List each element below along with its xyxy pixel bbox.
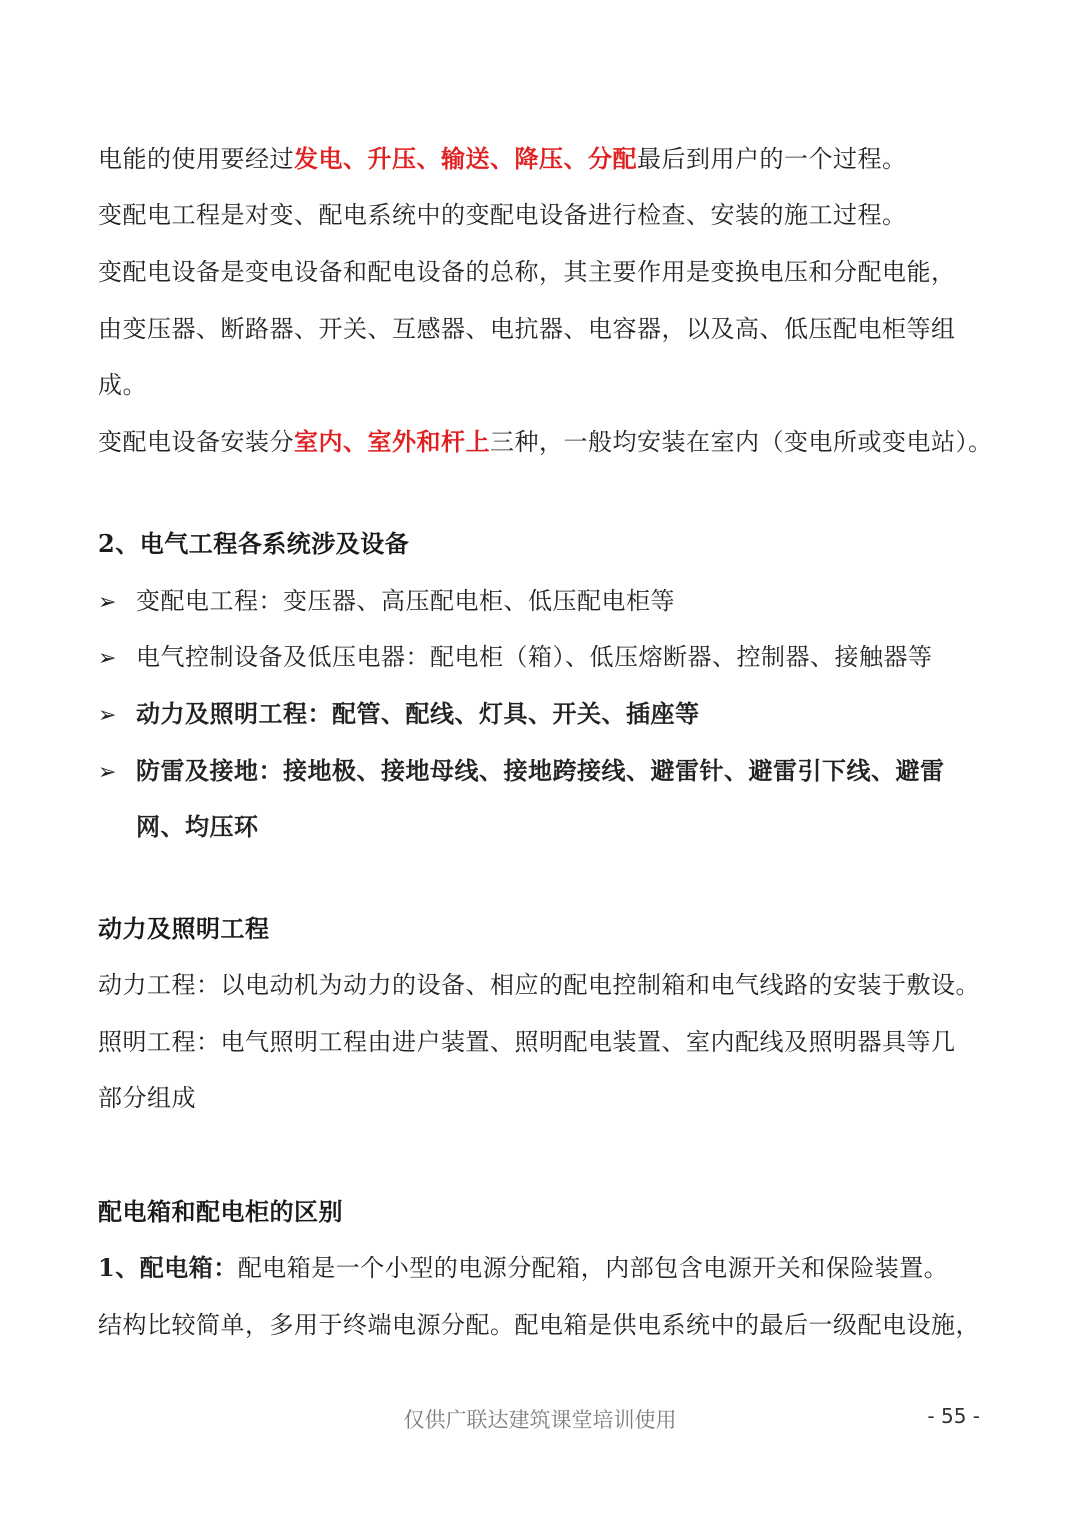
list-item: [98, 698, 982, 732]
page-number: - 55 -: [927, 1404, 980, 1428]
list-item-text: 防雷及接地：接地极、接地母线、接地跨接线、避雷针、避雷引下线、避雷: [136, 756, 945, 785]
paragraph-lighting-line2: 部分组成: [98, 1084, 196, 1112]
paragraph-equipment-line3: 成。: [98, 371, 147, 399]
highlight-red: 室内、室外和杆上: [294, 427, 490, 456]
text-segment: 三种，一般均安装在室内（变电所或变电站）。: [490, 428, 993, 456]
section-title-power-lighting: 动力及照明工程: [98, 914, 270, 943]
list-item: [98, 641, 982, 675]
paragraph-distribution-box: [98, 1252, 982, 1284]
paragraph-substation-definition: 变配电工程是对变、配电系统中的变配电设备进行检查、安装的施工过程。: [98, 201, 907, 229]
paragraph-power-engineering: 动力工程：以电动机为动力的设备、相应的配电控制箱和电气线路的安装于敷设。: [98, 971, 980, 999]
arrow-bullet-icon: ➢: [98, 760, 117, 785]
section-title-systems: 2、电气工程各系统涉及设备: [98, 529, 410, 558]
list-item: [98, 585, 982, 619]
list-item-text: 变配电工程：变压器、高压配电柜、低压配电柜等: [136, 587, 675, 615]
footer-watermark-text: 仅供广联达建筑课堂培训使用: [403, 1408, 677, 1432]
list-item: [98, 755, 982, 789]
list-item-continuation: 网、均压环: [136, 812, 259, 841]
item-text: 配电箱是一个小型的电源分配箱，内部包含电源开关和保险装置。: [237, 1254, 949, 1282]
item-label: 1、配电箱：: [98, 1253, 238, 1282]
paragraph-installation: [98, 426, 993, 458]
text-segment: 最后到用户的一个过程。: [637, 145, 907, 173]
arrow-bullet-icon: ➢: [98, 703, 117, 728]
list-item-text: 电气控制设备及低压电器：配电柜（箱）、低压熔断器、控制器、接触器等: [136, 643, 933, 671]
paragraph-distribution-box-cont: 结构比较简单，多用于终端电源分配。配电箱是供电系统中的最后一级配电设施，: [98, 1311, 980, 1339]
text-segment: 变配电设备安装分: [98, 428, 294, 456]
list-item-text: 动力及照明工程：配管、配线、灯具、开关、插座等: [136, 699, 700, 728]
paragraph-lighting-line1: 照明工程：电气照明工程由进户装置、照明配电装置、室内配线及照明器具等几: [98, 1028, 956, 1056]
highlight-red: 发电、升压、输送、降压、分配: [294, 144, 637, 173]
arrow-bullet-icon: ➢: [98, 590, 117, 615]
text-segment: 电能的使用要经过: [98, 145, 294, 173]
paragraph-equipment-line2: 由变压器、断路器、开关、互感器、电抗器、电容器，以及高、低压配电柜等组: [98, 315, 956, 343]
arrow-bullet-icon: ➢: [98, 646, 117, 671]
section-title-box-vs-cabinet: 配电箱和配电柜的区别: [98, 1197, 343, 1226]
paragraph-equipment-line1: 变配电设备是变电设备和配电设备的总称，其主要作用是变换电压和分配电能，: [98, 258, 956, 286]
paragraph-power-process: [98, 143, 982, 175]
